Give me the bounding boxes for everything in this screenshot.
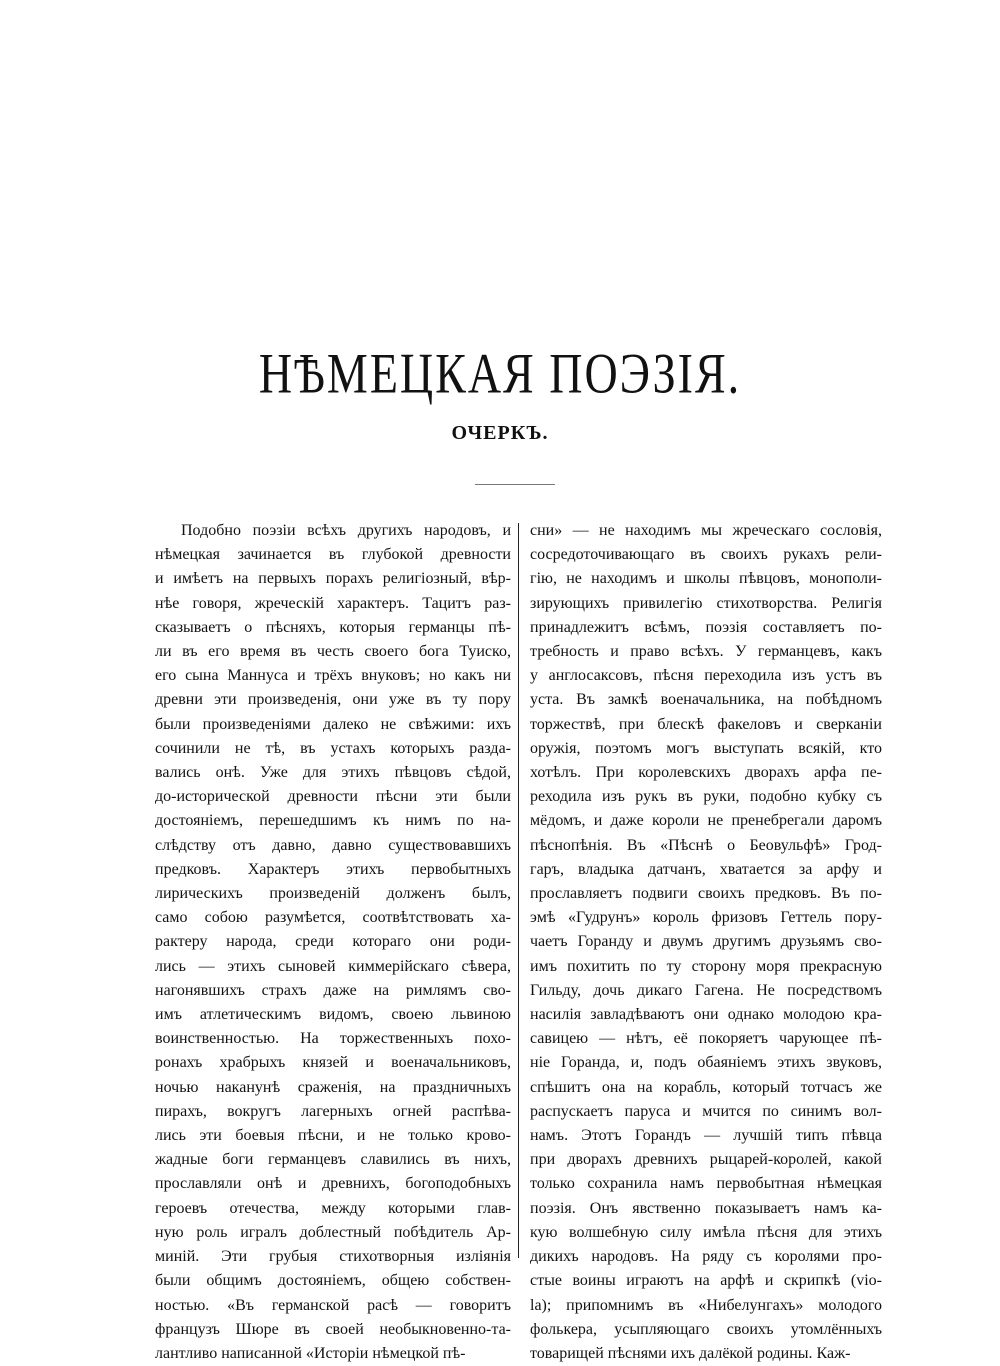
text-line: и имѣетъ на первыхъ порахъ религіозный, вѣр- (155, 570, 511, 588)
text-line: героевъ отечества, между которыми глав- (155, 1199, 511, 1217)
text-line: стые воины играютъ на арфѣ и скрипкѣ (vio- (530, 1272, 882, 1290)
text-line: сочинили не тѣ, въ устахъ которыхъ разда- (155, 739, 511, 757)
text-line: древни эти произведенія, они уже въ ту пору (155, 691, 511, 709)
text-line: хотѣлъ. При королевскихъ дворахъ арфа пе- (530, 764, 882, 782)
text-line: чаетъ Горанду и двумъ другимъ друзьямъ сво- (530, 933, 882, 951)
text-line: слѣдству отъ давно, давно существовавшихъ (155, 836, 511, 854)
text-line: поэзія. Онъ явственно показываетъ намъ ка- (530, 1199, 882, 1217)
text-line: жадные боги германцевъ славились въ нихъ, (155, 1151, 511, 1169)
text-line: намъ. Этотъ Горандъ — лучшій типъ пѣвца (530, 1127, 882, 1145)
text-line: нѣе говоря, жреческій характеръ. Тацитъ раз- (155, 594, 511, 612)
text-line: прославляетъ подвиги своихъ предковъ. Въ по- (530, 885, 882, 903)
text-line: предковъ. Характеръ этихъ первобытныхъ (155, 860, 511, 878)
text-line: эмѣ «Гудрунъ» король фризовъ Геттель пору- (530, 909, 882, 927)
text-line: фолькера, усыпляющаго своихъ утомлённыхъ (530, 1320, 882, 1338)
text-line: лирическихъ произведеній долженъ былъ, (155, 885, 511, 903)
text-line: ронахъ храбрыхъ князей и военачальниковъ, (155, 1054, 511, 1072)
text-line: вались онѣ. Уже для этихъ пѣвцовъ сѣдой, (155, 764, 511, 782)
text-line: реходила изъ рукъ въ руки, подобно кубку съ (530, 788, 882, 806)
text-line: Подобно поэзіи всѣхъ другихъ народовъ, и (181, 522, 511, 539)
text-line: лись эти боевыя пѣсни, и не только крово- (155, 1127, 511, 1145)
text-line: кую волшебную силу имѣла пѣсня для этихъ (530, 1223, 882, 1241)
text-line: la); припомнимъ въ «Нибелунгахъ» молодого (530, 1296, 882, 1314)
text-line: дикихъ народовъ. На ряду съ королями про- (530, 1248, 882, 1266)
text-line: нѣмецкая зачинается въ глубокой древности (155, 546, 511, 564)
text-line: торжествѣ, при блескѣ факеловъ и сверканіи (530, 715, 882, 733)
text-line: его сына Маннуса и трёхъ внуковъ; но какъ ни (155, 667, 511, 685)
text-line: ли въ его время въ честь своего бога Туиско, (155, 643, 511, 661)
text-line: нагонявшихъ страхъ даже на римлямъ сво- (155, 981, 511, 999)
text-line: у англосаксовъ, пѣсня переходила изъ устъ въ (530, 667, 882, 685)
text-line: гію, не находимъ и школы пѣвцовъ, монополи- (530, 570, 882, 588)
text-line: спѣшитъ она на корабль, который тотчасъ же (530, 1078, 882, 1096)
text-line: ночью наканунѣ сраженія, на праздничныхъ (155, 1078, 511, 1096)
page-subtitle: ОЧЕРКЪ. (451, 422, 549, 444)
text-line: воинственностью. На торжественныхъ похо- (155, 1030, 511, 1048)
text-line: мёдомъ, и даже короли не пренебрегали даромъ (530, 812, 882, 830)
text-line: савицею — нѣтъ, её покоряетъ чарующее пѣ- (530, 1030, 882, 1048)
text-line: уста. Въ замкѣ военачальника, на побѣдномъ (530, 691, 882, 709)
text-line: товарищей пѣснями ихъ далёкой родины. Каж- (530, 1344, 851, 1362)
text-line: ніе Горанда, и, подъ обаяніемъ этихъ звуковъ, (530, 1054, 882, 1072)
text-line: имъ атлетическимъ видомъ, своею львиною (155, 1006, 511, 1024)
text-line: были общимъ достояніемъ, общею собствен- (155, 1272, 511, 1290)
text-line: французъ Шюре въ своей необыкновенно-та- (155, 1320, 511, 1338)
text-line: пирахъ, вокругъ лагерныхъ огней распѣва- (155, 1102, 511, 1120)
text-line: рактеру народа, среди котораго они роди- (155, 933, 511, 951)
text-line: требность и право всѣхъ. У германцевъ, какъ (530, 643, 882, 661)
text-line: были произведеніями далеко не свѣжими: ихъ (155, 715, 511, 733)
text-line: распускаетъ паруса и мчится по синимъ вол- (530, 1102, 882, 1120)
title-ornament-rule (475, 484, 555, 485)
page-title: НѢМЕЦКАЯ ПОЭЗІЯ. (258, 341, 742, 405)
text-line: сни» — не находимъ мы жреческаго сословія, (530, 522, 882, 539)
text-line: сказываетъ о пѣсняхъ, которыя германцы пѣ- (155, 618, 511, 636)
text-line: принадлежитъ всѣмъ, поэзія составляетъ по- (530, 618, 882, 636)
text-line: до-исторической древности пѣсни эти были (155, 788, 511, 806)
text-line: при дворахъ древнихъ рыцарей-королей, какой (530, 1151, 882, 1169)
text-line: имъ похитить по ту сторону моря прекрасную (530, 957, 882, 975)
text-line: пѣснопѣнія. Въ «Пѣснѣ о Беовульфѣ» Грод- (530, 836, 882, 854)
text-line: насилія завладѣваютъ они однако молодою кра- (530, 1006, 882, 1024)
text-line: достояніемъ, перешедшимъ къ нимъ по на- (155, 812, 511, 830)
right-text-column (530, 519, 882, 1366)
left-text-column (155, 519, 511, 1366)
text-line: только сохранила намъ первобытная нѣмецкая (530, 1175, 882, 1193)
text-line: ную роль игралъ доблестный побѣдитель Ар- (155, 1223, 511, 1241)
text-line: лантливо написанной «Исторіи нѣмецкой пѣ- (155, 1344, 466, 1362)
column-divider (518, 523, 519, 1258)
text-line: сосредоточивающаго въ своихъ рукахъ рели- (530, 546, 882, 564)
text-line: прославляли онѣ и древнихъ, богоподобныхъ (155, 1175, 511, 1193)
text-line: зирующихъ привилегію стихотворства. Религія (530, 594, 882, 612)
text-line: оружія, поэтомъ могъ выступать всякій, кто (530, 739, 882, 757)
text-line: гаръ, владыка датчанъ, хватается за арфу и (530, 860, 882, 878)
text-line: ностью. «Въ германской расѣ — говоритъ (155, 1296, 511, 1314)
text-line: Гильду, дочь дикаго Гагена. Не посредствомъ (530, 981, 882, 999)
text-line: само собою разумѣется, соотвѣтствовать ха- (155, 909, 511, 927)
text-line: миній. Эти грубыя стихотворныя изліянія (155, 1248, 511, 1266)
text-line: лись — этихъ сыновей киммерійскаго сѣвера, (155, 957, 511, 975)
